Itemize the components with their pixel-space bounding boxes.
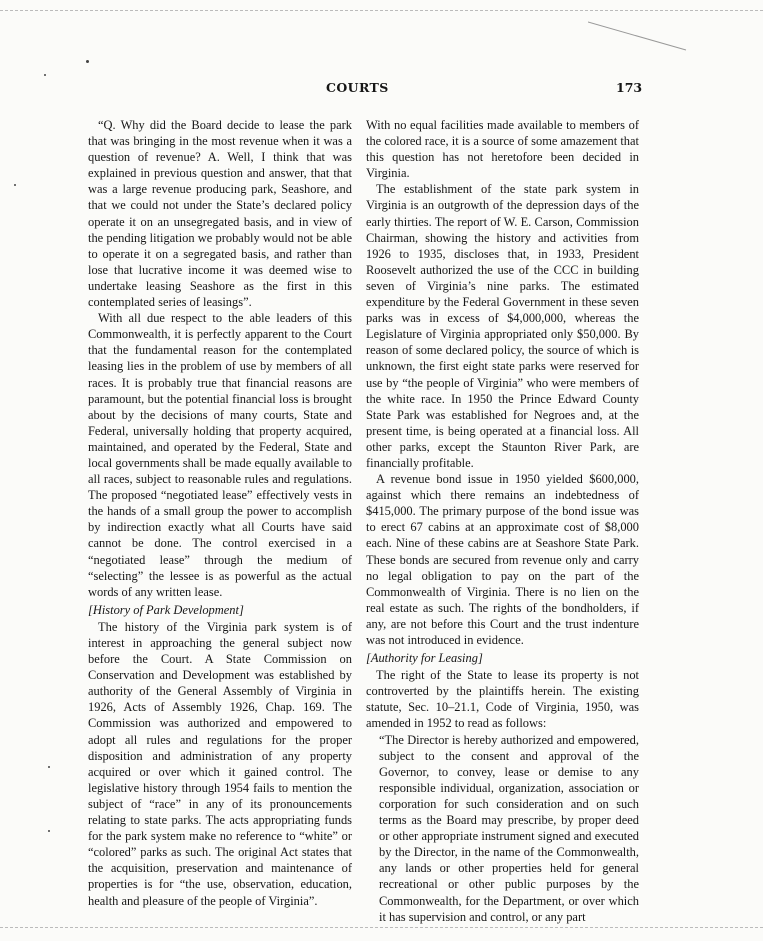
- top-edge-rule: [0, 10, 763, 11]
- scan-speck: [48, 830, 50, 832]
- scan-speck: [48, 766, 50, 768]
- paragraph-right-to-lease: The right of the State to lease its property is not controverted by the plaintiffs herein. The existing statute, Sec. 10–21.1, Code of Virginia, 1950, was amended in 1952 to read as follows:: [366, 668, 639, 731]
- bottom-edge-rule: [0, 927, 763, 928]
- paragraph-park-establishment: The establishment of the state park system in Virginia is an outgrowth of the depression days of the early thirties. The report of W. E. Carson, Commission Chairman, showing the history and activities from 1926 to 1935, discloses that, in 1933, President Roosevelt authorized the use of the CCC in building seven of Virginia’s nine parks. The estimated expenditure by the Federal Government in these seven parks was in excess of $4,000,000, whereas the Legislature of Virginia appropriated only $50,000. By reason of some declared policy, the source of which is unknown, the first eight state parks were reserved for use by “the people of Virginia” who were members of the white race. In 1950 the Prince Edward County State Park was established for Negroes and, at the present time, is being operated at a financial loss. All other parks, except the Staunton River Park, are financially profitable.: [366, 182, 639, 470]
- paragraph-revenue-bonds: A revenue bond issue in 1950 yielded $600,000, against which there remains an indebtedness of $415,000. The primary purpose of the bond issue was to erect 67 cabins at an approximate cost of $8,000 each. Nine of these cabins are at Seashore State Park. These bonds are secured from revenue only and carry no legal obligation to pay on the part of the Commonwealth of Virginia. There is no lien on the real estate as such. The rights of the bondholders, if any, are not before this Court and the trust indenture was not introduced in evidence.: [366, 472, 639, 647]
- scan-speck: [44, 74, 46, 76]
- fold-mark: [588, 20, 688, 52]
- paragraph-equal-facilities: With no equal facilities made available to members of the colored race, it is a source of some amazement that this question has not heretofore been decided in Virginia.: [366, 118, 639, 181]
- scan-speck: [86, 60, 89, 63]
- paragraph-testimony-quote: “Q. Why did the Board decide to lease the park that was bringing in the most revenue when it was a question of revenue? A. Well, I think that was explained in previous question and answer, that that was a large revenue producing park, Seashore, and that we could not under the State’s declared policy operate it on an unsegregated basis, and in view of the pending litigation we probably would not be able to operate it on a segregated basis, and rather than lose that lucrative income it was deemed wise to undertake leasing Seashore as the first in this contemplated series of leasings”.: [88, 118, 352, 310]
- paragraph-park-history: The history of the Virginia park system is of interest in approaching the general subject now before the Court. A State Commission on Conservation and Development was established by authority of the General Assembly of Virginia in 1926, Acts of Assembly 1926, Chap. 169. The Commission was authorized and empowered to adopt all rules and regulations for the proper disposition and administration of any property acquired or over which it gained control. The legislative history through 1954 fails to mention the subject of “race” in any of its pronouncements relating to state parks. The acts appropriating funds for the park system make no reference to “white” or “colored” parks as such. The original Act states that the acquisition, preservation and maintenance of properties is for “the use, observation, education, health and pleasure of the people of Virginia”.: [88, 619, 352, 908]
- page-header: [90, 80, 650, 98]
- paragraph-fundamental-reason: With all due respect to the able leaders of this Commonwealth, it is perfectly apparent to the Court that the fundamental reason for the contemplated leasing lies in the problem of use by members of all races. It is probably true that financial reasons are paramount, but the potential financial loss is brought about by the decisions of many courts, State and Federal, universally holding that property acquired, maintained, and operated by the Federal, State and local governments shall be made equally available to all races, subject to reasonable rules and regulations. The proposed “negotiated lease” effectively vests in the hands of a small group the power to accomplish by indirection exactly what all Courts have said cannot be done. The control exercised in a “negotiated lease” through the medium of “selecting” the lessee is as powerful as the actual words of any written lease.: [88, 311, 352, 599]
- page-number: 173: [616, 80, 643, 95]
- scan-speck: [14, 184, 16, 186]
- statute-quote: “The Director is hereby authorized and empowered, subject to the consent and approval of the Governor, to convey, lease or demise to any responsible individual, organization, association or corporation for such consideration and on such terms as the Board may prescribe, by proper deed or other appropriate instrument signed and executed by the Director, in the name of the Commonwealth, any lands or other properties held for general recreational or other public purposes by the Commonwealth, for the Department, or over which it has supervision and control, or any part: [379, 732, 639, 924]
- section-heading-history: [History of Park Development]: [88, 602, 244, 617]
- right-column: [366, 117, 639, 925]
- section-heading-leasing: [Authority for Leasing]: [366, 651, 483, 666]
- running-head: COURTS: [326, 80, 389, 95]
- left-column: [88, 117, 352, 909]
